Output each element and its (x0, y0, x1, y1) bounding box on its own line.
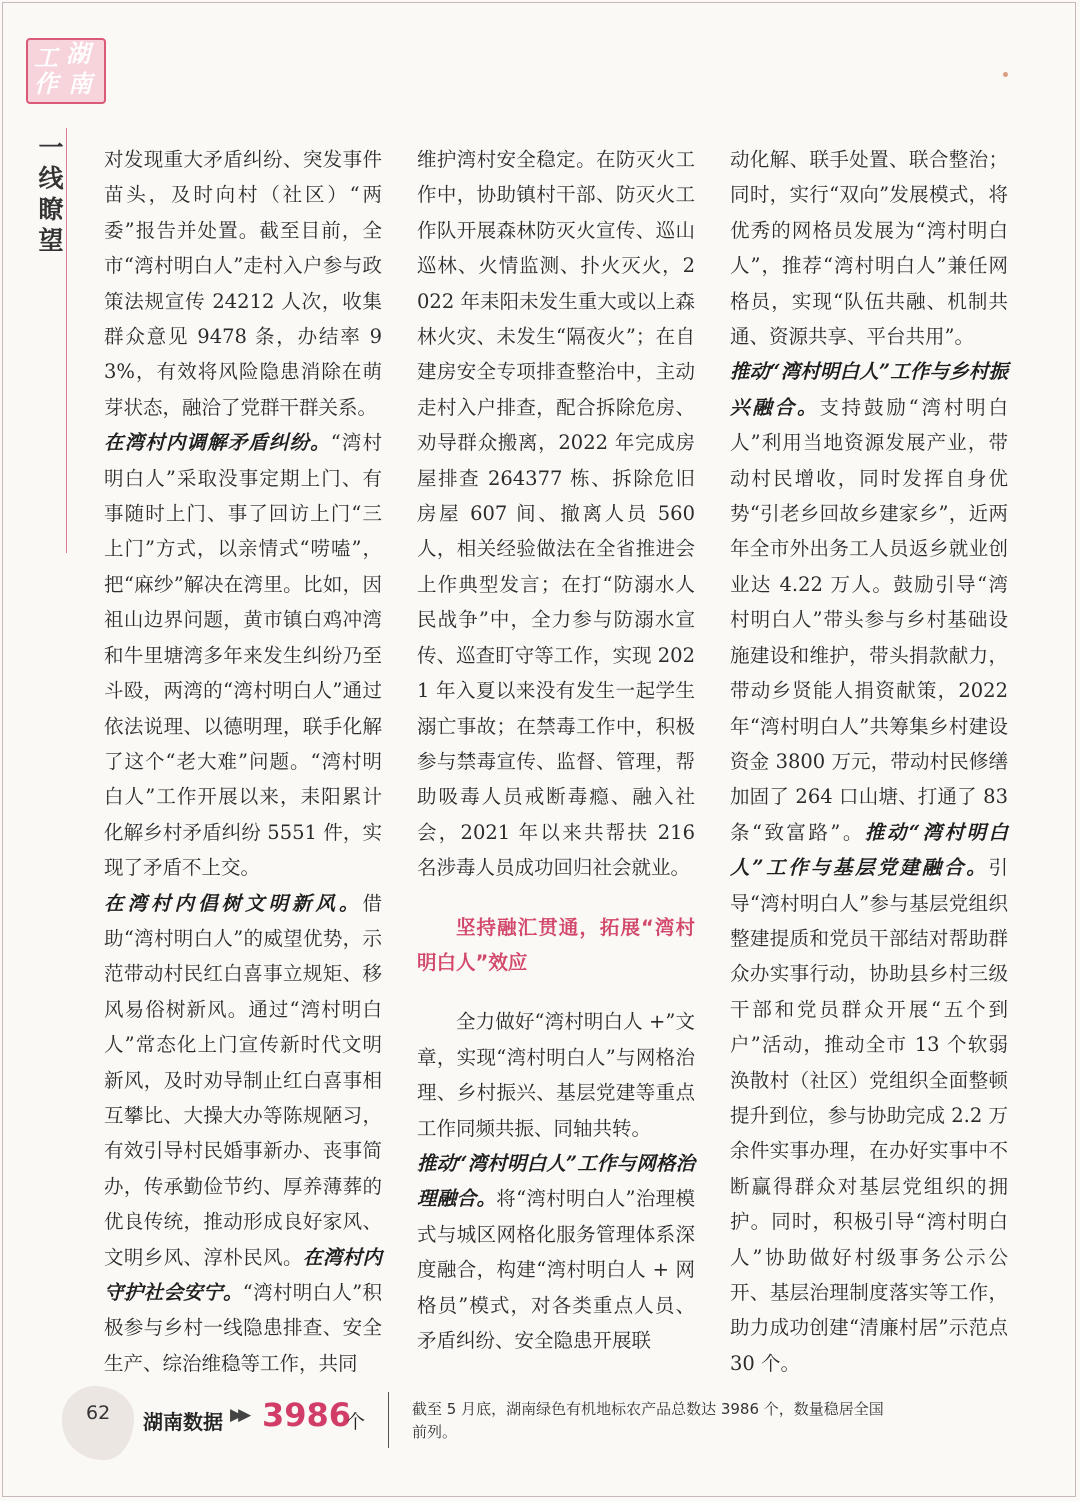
bold-lead: 推动“湾村明白人”工作与网格治理融合。 (417, 1151, 695, 1211)
bold-lead: 推动“湾村明白人”工作与基层党建融合。 (730, 820, 1008, 880)
paragraph: 维护湾村安全稳定。在防灭火工作中，协助镇村干部、防灭火工作队开展森林防灭火宣传、巡山巡林、火情监测、扑火灭火，2022 年耒阳未发生重大或以上森林火灾、未发生“隔夜火”；在自建房安全专项排查整治中，主动走村入户排查，配合拆除危房、劝导群众搬离，2022 年完成房屋排查 264377 栋、拆除危旧房屋 607 间、撤离人员 560 人，相关经验做法在全省推进会上作典型发言；在打“防溺水人民战争”中，全力参与防溺水宣传、巡查盯守等工作，实现 2021 年入夏以来没有发生一起学生溺亡事故；在禁毒工作中，积极参与禁毒宣传、监督、管理，帮助吸毒人员戒断毒瘾、融入社会，2021 年以来共帮扶 216 名涉毒人员成功回归社会就业。 (417, 148, 695, 880)
text-column-3 (730, 142, 1008, 1381)
paragraph: 全力做好“湾村明白人 +”文章，实现“湾村明白人”与网格治理、乡村振兴、基层党建等重点工作同频共振、同轴共转。 (417, 1010, 695, 1140)
magazine-logo (26, 38, 106, 104)
column-divider-line (66, 128, 67, 553)
logo-char: 南 (68, 69, 92, 98)
text-column-1 (104, 142, 382, 1381)
footer-divider (388, 1392, 389, 1448)
paragraph-text: 支持鼓励“湾村明白人”利用当地资源发展产业，带动村民增收，同时发挥自身优势“引老乡回故乡建家乡”，近两年全市外出务工人员返乡就业创业达 4.22 万人。鼓励引导“湾村明白人”带头参与乡村基础设施建设和维护，带头捐款献力，带动乡贤能人捐资献策，2022 年“湾村明白人”共筹集乡村建设资金 3800 万元，带动村民修缮加固了 264 口山塘、打通了 83 条“致富路”。 (730, 395, 1008, 844)
bold-lead: 在湾村内调解矛盾纠纷。 (104, 431, 331, 455)
double-arrow-icon: ▶▶ (230, 1405, 247, 1425)
paragraph (104, 886, 382, 1382)
paragraph-text: 借助“湾村明白人”的威望优势，示范带动村民红白喜事立规矩、移风易俗树新风。通过“湾村明白人”常态化上门宣传新时代文明新风，及时劝导制止红白喜事相互攀比、大操大办等陈规陋习，有效引导村民婚事新办、丧事简办，传承勤俭节约、厚养薄葬的优良传统，推动形成良好家风、文明乡风、淳朴民风。 (104, 891, 382, 1269)
paragraph-text: 将“湾村明白人”治理模式与城区网格化服务管理体系深度融合，构建“湾村明白人 + 网格员”模式，对各类重点人员、矛盾纠纷、安全隐患开展联 (417, 1187, 695, 1352)
paragraph-text: “湾村明白人”采取没事定期上门、有事随时上门、事了回访上门“三上门”方式，以亲情式“唠嗑”，把“麻纱”解决在湾里。比如，因祖山边界问题，黄市镇白鸡冲湾和牛里塘湾多年来发生纠纷乃至斗殴，两湾的“湾村明白人”通过依法说理、以德明理，联手化解了这个“老大难”问题。“湾村明白人”工作开展以来，耒阳累计化解乡村矛盾纠纷 5551 件，实现了矛盾不上交。 (104, 431, 382, 880)
paragraph: 对发现重大矛盾纠纷、突发事件苗头，及时向村（社区）“两委”报告并处置。截至目前，全市“湾村明白人”走村入户参与政策法规宣传 24212 人次，收集群众意见 9478 条，办结率 93%，有效将风险隐患消除在萌芽状态，融洽了党群干群关系。 (104, 148, 382, 419)
footer-unit: 个 (346, 1411, 366, 1433)
text-column-2 (417, 142, 695, 1358)
section-heading: 坚持融汇贯通，拓展“湾村明白人”效应 (417, 915, 695, 974)
column-label: 一线瞭望 (38, 133, 64, 255)
footer-highlight-number: 3986 (262, 1396, 352, 1434)
logo-char: 作 (34, 69, 58, 98)
paragraph-text: 引导“湾村明白人”参与基层党组织整建提质和党员干部结对帮助群众办实事行动，协助县乡村三级干部和党员群众开展“五个到户”活动，推动全市 13 个软弱涣散村（社区）党组织全面整顿提升到位，参与协助完成 2.2 万余件实事办理，在办好实事中不断赢得群众对基层党组织的拥护。同时，积极引导“湾村明白人”协助做好村级事务公示公开、基层治理制度落实等工作，助力成功创建“清廉村居”示范点 30 个。 (730, 856, 1008, 1375)
paragraph (730, 354, 1008, 1381)
paragraph (104, 425, 382, 885)
bold-lead: 在湾村内倡树文明新风。 (104, 891, 363, 915)
logo-char: 工 (34, 43, 58, 72)
footer-note: 截至 5 月底，湖南绿色有机地标农产品总数达 3986 个，数量稳居全国前列。 (412, 1400, 884, 1441)
paragraph: 动化解、联手处置、联合整治；同时，实行“双向”发展模式，将优秀的网格员发展为“湾村明白人”，推荐“湾村明白人”兼任网格员，实现“队伍共融、机制共通、资源共享、平台共用”。 (730, 148, 1008, 349)
bold-lead: 在湾村内守护社会安宁。 (104, 1245, 382, 1304)
bold-lead: 推动“湾村明白人”工作与乡村振兴融合。 (730, 360, 1008, 419)
footer-label: 湖南数据 (143, 1410, 223, 1434)
paragraph-text: “湾村明白人”积极参与乡村一线隐患排查、安全生产、综治维稳等工作，共同 (104, 1281, 382, 1375)
logo-char: 湖 (66, 39, 90, 68)
decorative-dot (1003, 72, 1008, 77)
page-number: 62 (86, 1402, 111, 1424)
paragraph (417, 1146, 695, 1358)
